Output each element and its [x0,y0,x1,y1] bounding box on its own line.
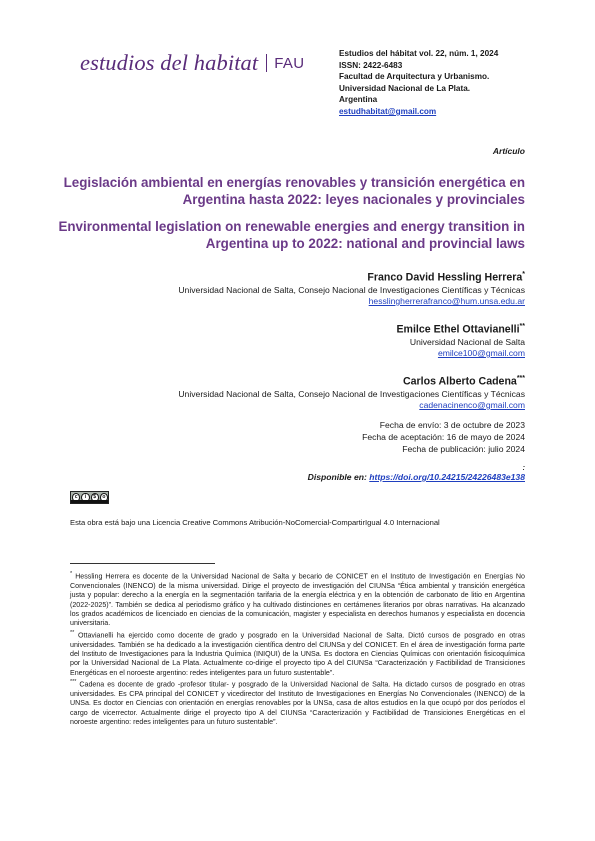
footnote: * Hessling Herrera es docente de la Universidad Nacional de Salta y becario de CONICET en el Instituto de Investigación en Energías No Convencionales (INENCO) de la misma universidad. Dirige el proyecto de investigación del CIUNSa “Ética ambiental y transición energética justa y popular: derecho a la energía en la segmentación tarifaria de la energía eléctrica y en la obtención de carbonato de litio en Argentina (2022-2025)”. También se dedica al periodismo gráfico y ha cultivado distinciones en certámenes literarios por obras narrativas. Ha alcanzado los grados académicos de licenciado en ciencias de la comunicación, magister y especialista en derechos humanos y especialista en docencia universitaria. [70,571,525,628]
journal-info-line: Universidad Nacional de La Plata. [339,83,471,93]
author-email-link[interactable]: hesslingherrerafranco@hum.unsa.edu.ar [368,296,525,307]
title-english: Environmental legislation on renewable energies and energy transition in Argentina up to 2022: national and provincial laws [58,219,525,251]
logo-fau: FAU [274,54,305,72]
doi-link[interactable]: https://doi.org/10.24215/24226483e138 [369,472,525,482]
author-affiliation: Universidad Nacional de Salta, Consejo Nacional de Investigaciones Científicas y Técnicas [178,388,525,399]
journal-email-link[interactable]: estudhabitat@gmail.com [339,106,437,116]
journal-info-line: Facultad de Arquitectura y Urbanismo. [339,72,490,82]
date-published: Fecha de publicación: julio 2024 [402,443,525,454]
author-block [65,268,525,308]
date-accepted: Fecha de aceptación: 16 de mayo de 2024 [362,431,525,442]
author-block [65,320,525,360]
footnote-mark: * [522,271,525,278]
footnote-divider [70,563,215,564]
author-affiliation: Universidad Nacional de Salta, Consejo Nacional de Investigaciones Científicas y Técnicas [178,284,525,295]
author-affiliation: Universidad Nacional de Salta [409,336,525,347]
author-name: Franco David Hessling Herrera* [367,271,525,284]
author-name: Carlos Alberto Cadena*** [403,375,525,388]
section-label: Artículo [492,146,525,156]
journal-info [339,48,539,118]
nc-icon: $ [91,493,99,502]
footnote: *** Cadena es docente de grado -profesor titular- y posgrado de la Universidad Nacional de Salta. Ha dictado cursos de posgrado en otras universidades. Es CPA principal del CONICET y vicedirector del Instituto de Investigaciones en Energías No Convencionales (INENCO) de la UNSa. Es doctor en Ciencias con orientación en energías renovables por la UNSa, casa de altos estudios en la que ocupó por dos períodos el cargo de vicerrector. Actualmente dirige el proyecto tipo A del CIUNSa “Caracterización y Factibilidad de Transiciones Energéticas en el noroeste argentino: redes inteligentes para un futuro sustentable”. [70,679,525,727]
availability-label: Disponible en: [307,472,367,482]
license-text: Esta obra está bajo una Licencia Creative Commons Atribución-NoComercial-CompartirIgual 4.0 Internacional [70,518,440,527]
author-block [65,372,525,412]
footnote: ** Ottavianelli ha ejercido como docente de grado y posgrado en la Universidad Nacional de Salta. Dictó cursos de posgrado en otras universidades. También se ha dedicado a la investigación científica dentro del CIUNSa y del CONICET. En el área de investigación forma parte del Instituto de Investigaciones para la Industria Química (INIQUI) de la UNSa. Es doctora en Ciencias Químicas con orientación fisicoquímica por la Universidad Nacional de La Plata. Actualmente co-dirige el proyecto tipo A del CIUNSa “Caracterización y Factibilidad de Transiciones Energéticas en el noroeste argentino: redes inteligentes para un futuro sustentable”. [70,629,525,677]
author-name: Emilce Ethel Ottavianelli** [396,323,525,336]
cc-license-badge[interactable] [70,491,109,504]
date-sent: Fecha de envío: 3 de octubre de 2023 [379,420,525,430]
by-icon: i [81,493,89,502]
submission-dates [362,420,525,455]
logo-divider [266,54,267,72]
footnote-mark: ** [519,323,525,330]
author-email-link[interactable]: cadenacinenco@gmail.com [419,400,525,411]
sa-icon: o [100,493,108,502]
cc-badge-bar [71,500,108,503]
cc-icon: c [72,493,80,502]
logo-text: estudios del habitat [80,50,259,75]
footnotes [70,570,525,728]
author-email-link[interactable]: emilce100@gmail.com [437,348,525,359]
stray-colon: : [522,465,525,472]
journal-info-line: Argentina [339,95,378,105]
title-spanish: Legislación ambiental en energías renovables y transición energética en Argentina hasta 2022: leyes nacionales y provinciales [63,175,525,207]
footnote-mark: *** [516,375,525,382]
journal-info-line: Estudios del hábitat vol. 22, núm. 1, 2024 [339,49,499,58]
journal-logo [80,50,304,76]
availability [308,465,525,482]
journal-info-line: ISSN: 2422-6483 [339,60,403,70]
